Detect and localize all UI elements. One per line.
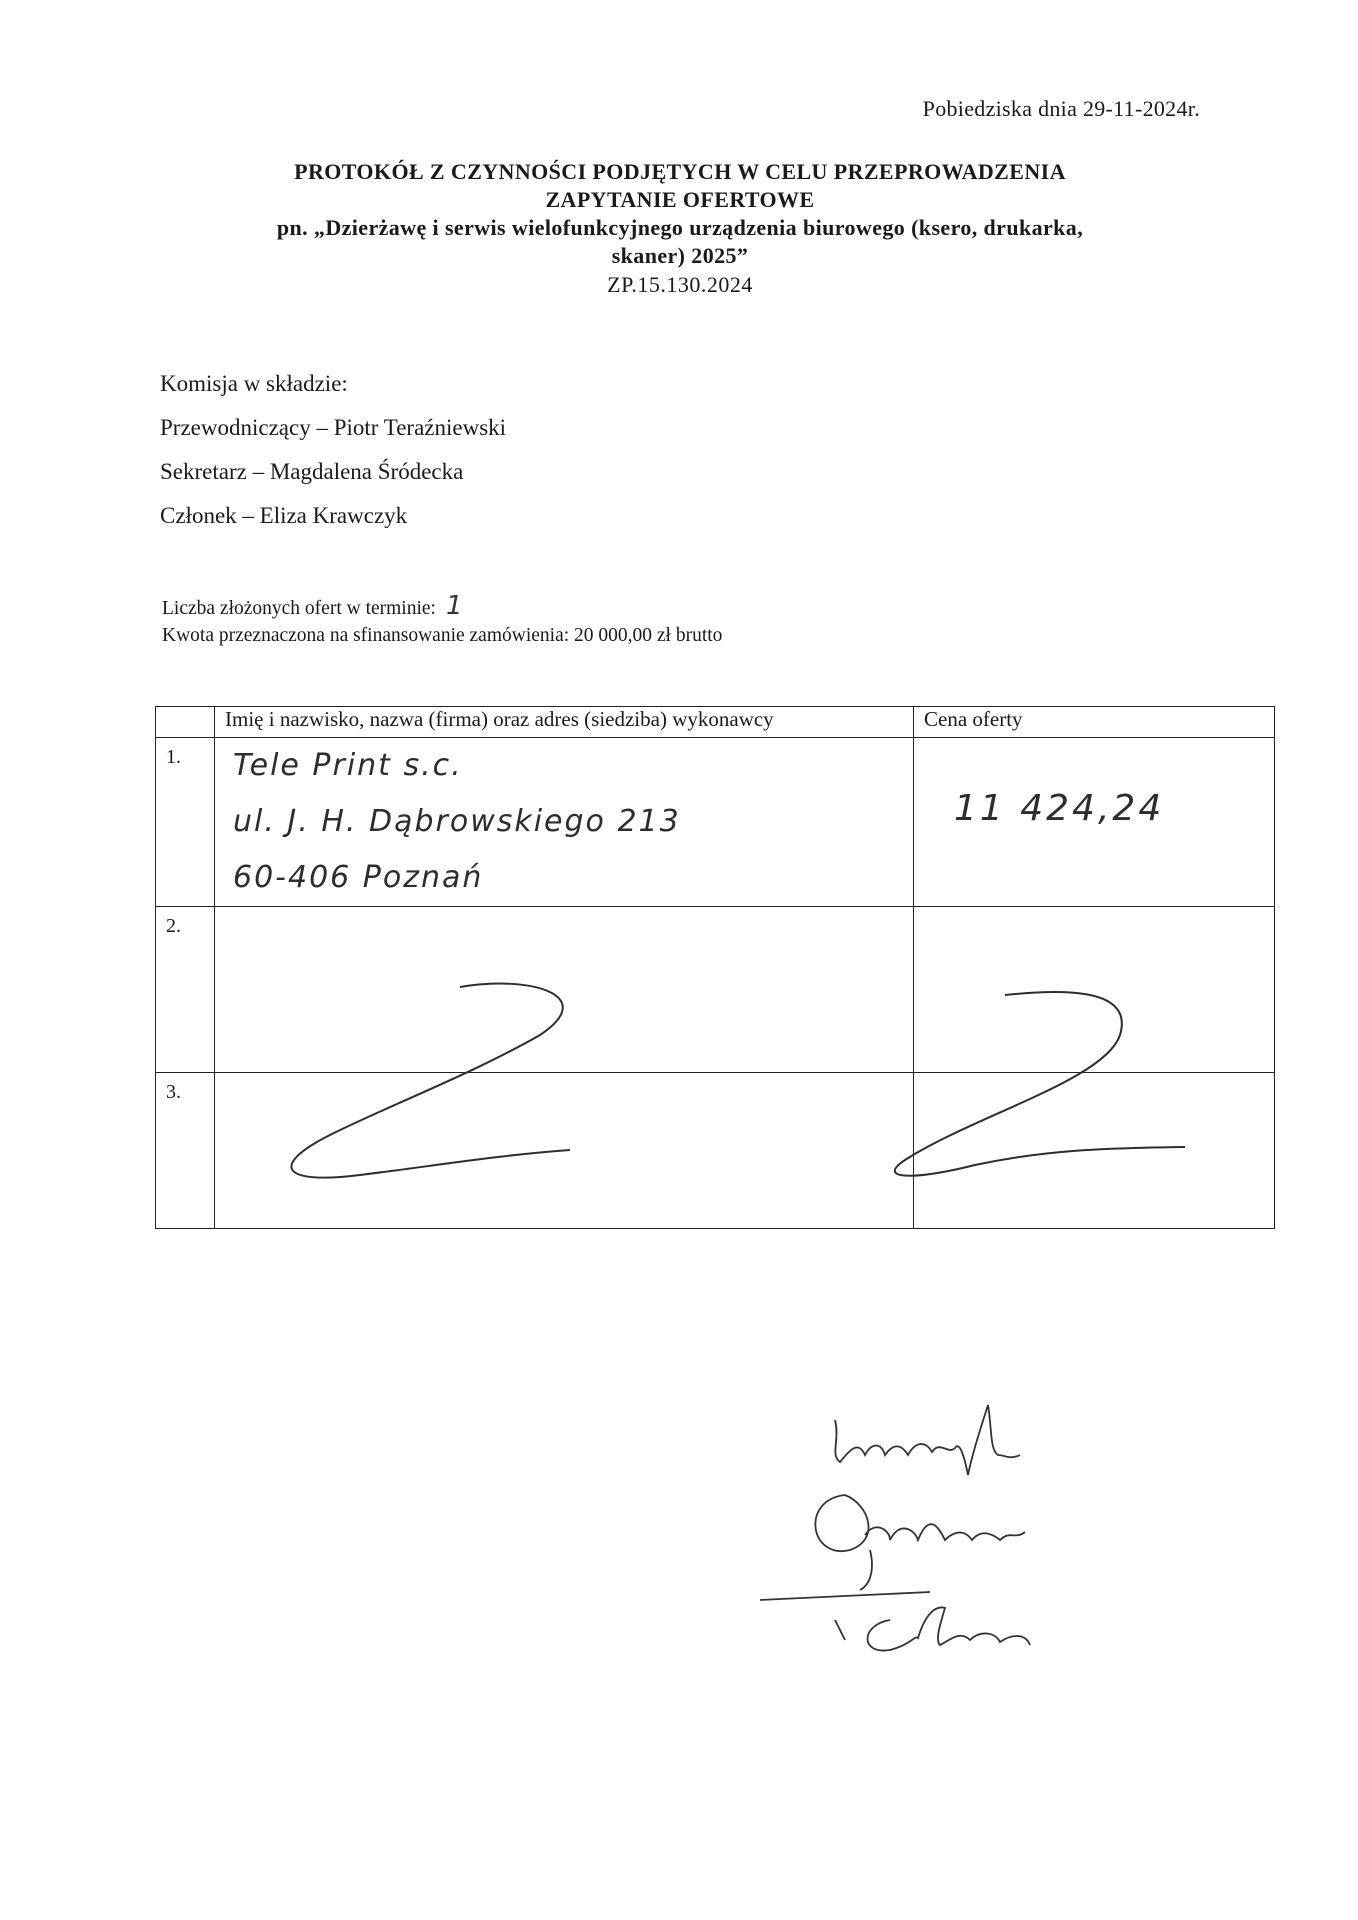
row-number: 3.	[166, 1081, 181, 1103]
signatures	[740, 1400, 1100, 1680]
place-date: Pobiedziska dnia 29-11-2024r.	[922, 96, 1200, 121]
cancel-mark-price	[885, 985, 1205, 1195]
cancel-mark-contractor	[270, 975, 590, 1195]
signature-tele	[760, 1592, 1030, 1651]
row-number-cell	[156, 907, 215, 1073]
row-number-cell	[156, 1073, 215, 1229]
reference-number: ZP.15.130.2024	[607, 272, 753, 297]
committee-heading: Komisja w składzie:	[160, 371, 348, 396]
title-block	[160, 158, 1200, 300]
offer-price: 11 424,24	[954, 788, 1165, 829]
signature-srodecka	[815, 1495, 1025, 1590]
header-number	[156, 707, 215, 738]
contractor-name: Tele Print s.c.	[233, 748, 463, 783]
committee-member: Członek – Eliza Krawczyk	[160, 503, 408, 528]
contractor-cell	[215, 738, 914, 907]
budget-line: Kwota przeznaczona na sfinansowanie zamówienia: 20 000,00 zł brutto	[162, 625, 723, 646]
row-number: 2.	[166, 915, 181, 937]
title-line-4: skaner) 2025”	[611, 243, 749, 268]
offer-count-handwritten: 1	[445, 591, 463, 621]
offer-count-label: Liczba złożonych ofert w terminie:	[162, 598, 436, 619]
title-line-1: PROTOKÓŁ Z CZYNNOŚCI PODJĘTYCH W CELU PRZEPROWADZENIA	[294, 159, 1066, 184]
contractor-city: 60-406 Poznań	[233, 860, 484, 895]
table-row	[156, 738, 1275, 907]
row-number-cell	[156, 738, 215, 907]
contractor-street: ul. J. H. Dąbrowskiego 213	[233, 804, 681, 839]
title-line-2: ZAPYTANIE OFERTOWE	[545, 187, 815, 212]
committee-secretary: Sekretarz – Magdalena Śródecka	[160, 459, 464, 484]
offer-count-line	[162, 593, 722, 622]
offers-section	[162, 593, 722, 649]
committee-chair: Przewodniczący – Piotr Teraźniewski	[160, 415, 507, 440]
committee-section	[160, 368, 506, 544]
table-header-row	[156, 707, 1275, 738]
row-number: 1.	[166, 746, 181, 768]
title-line-3: pn. „Dzierżawę i serwis wielofunkcyjnego urządzenia biurowego (ksero, drukarka,	[276, 215, 1084, 240]
header-contractor: Imię i nazwisko, nazwa (firma) oraz adres (siedziba) wykonawcy	[215, 707, 914, 738]
signature-krawczyk	[835, 1405, 1020, 1475]
price-cell	[914, 738, 1275, 907]
header-price: Cena oferty	[914, 707, 1275, 738]
